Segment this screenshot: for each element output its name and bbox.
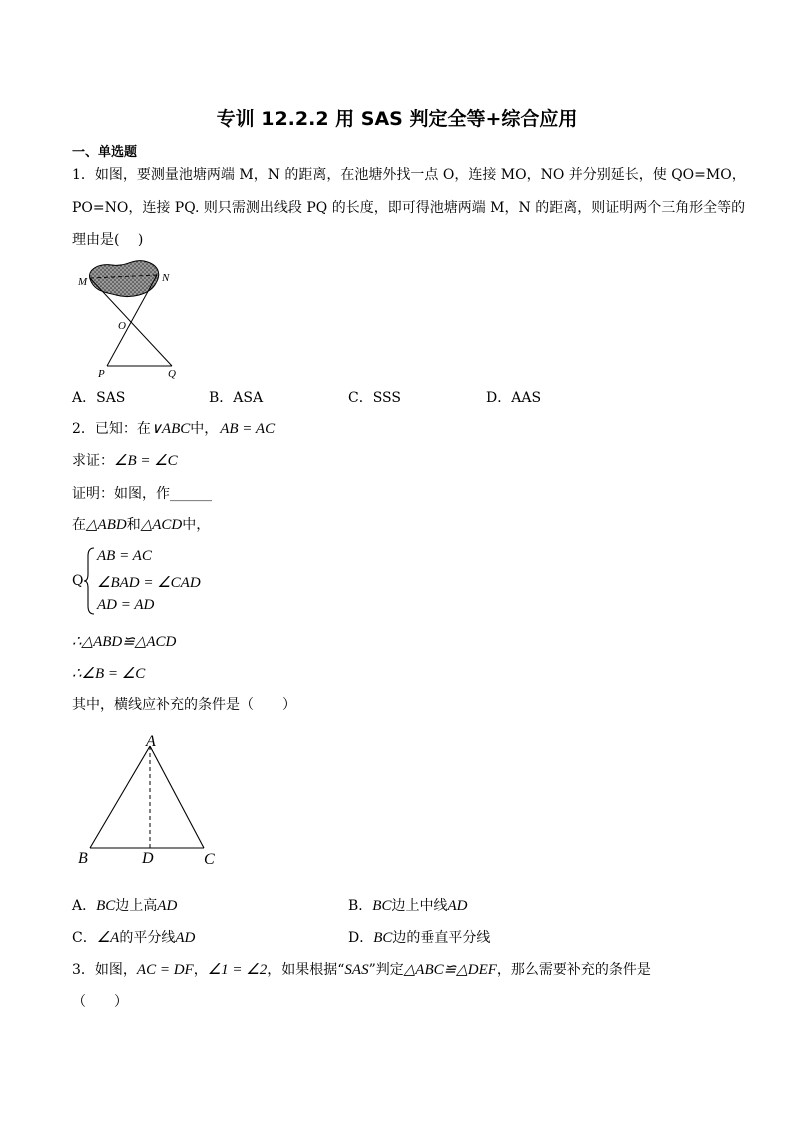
q3-part2: ， (193, 962, 208, 978)
q1-pond-figure (74, 255, 194, 380)
q3-math1: AC = DF (136, 962, 194, 978)
q1-text-line1: 1．如图，要测量池塘两端 M，N 的距离，在池塘外找一点 O，连接 MO，NO 并分别延长，使 QO=MO， (72, 167, 746, 183)
q2-option-a-text: 边上高 (115, 898, 158, 914)
q2-option-b-prefix: B． (348, 898, 373, 914)
q2-option-a (72, 897, 177, 915)
label-c: C (204, 851, 215, 868)
q1-option-d: D．AAS (486, 390, 542, 406)
q2-triangle-acd: △ACD (140, 517, 183, 533)
q2-given-prefix: 2．已知：在 (72, 421, 151, 437)
q2-prove-equation: ∠B = ∠C (114, 453, 178, 469)
q2-in-prefix: 在 (72, 517, 86, 533)
label-a: A (146, 733, 156, 750)
q2-and: 和 (126, 517, 141, 533)
q1-text-line3: 理由是( ) (72, 232, 144, 248)
q2-option-a-math1: BC (96, 898, 116, 914)
q2-brace-line3: AD = AD (97, 597, 155, 613)
q2-option-b (348, 897, 467, 915)
q2-therefore-congruent: ∴△ABD≌△ACD (72, 634, 177, 650)
q3-text-line1 (72, 961, 651, 979)
q1-option-b: B．ASA (209, 390, 264, 406)
q3-math2: ∠1 = ∠2 (207, 962, 268, 978)
q2-given-triangle: ∨ABC (150, 421, 191, 437)
q2-triangle-abd: △ABD (86, 517, 127, 533)
label-m: M (78, 276, 88, 288)
q2-option-d-math1: BC (373, 930, 393, 946)
label-o: O (118, 320, 126, 332)
q2-in-suffix: 中， (182, 517, 211, 533)
section-heading: 一、单选题 (72, 145, 138, 160)
q2-question: 其中，横线应补充的条件是（ ） (72, 697, 296, 713)
q3-part4: ”判定 (368, 962, 404, 978)
q2-option-d (348, 929, 490, 947)
q1-option-a: A．SAS (72, 390, 126, 406)
q3-text-line2: （ ） (72, 994, 128, 1010)
q2-option-b-text: 边上中线 (391, 898, 448, 914)
q3-part1: 3．如图， (72, 962, 137, 978)
q2-given (72, 420, 275, 438)
q1-option-c: C．SSS (348, 390, 401, 406)
q3-math3: SAS (344, 962, 369, 978)
q2-brace-line2: ∠BAD = ∠CAD (97, 575, 201, 591)
q2-option-b-math1: BC (372, 898, 392, 914)
q2-option-d-prefix: D． (348, 930, 374, 946)
q2-option-c-prefix: C． (72, 930, 97, 946)
q2-therefore-angles: ∴∠B = ∠C (72, 666, 146, 682)
label-q: Q (168, 368, 176, 380)
q2-given-mid: 中， (190, 421, 219, 437)
q3-part3: ，如果根据“ (267, 962, 345, 978)
q2-brace-label: Q (72, 573, 84, 589)
q2-option-c-text: 的平分线 (119, 930, 176, 946)
label-b: B (78, 850, 88, 867)
label-d: D (142, 850, 154, 867)
q2-proof-line: 证明：如图，作______ (72, 486, 212, 502)
side-ab (90, 746, 150, 848)
q2-prove-label: 求证： (72, 453, 114, 469)
q1-text-line2: PO=NO，连接 PQ. 则只需测出线段 PQ 的长度，即可得池塘两端 M，N 的距离，则证明两个三角形全等的 (72, 200, 746, 216)
page-title: 专训 12.2.2 用 SAS 判定全等+综合应用 (216, 108, 578, 130)
q2-triangle-figure (72, 730, 232, 870)
q2-option-d-text: 边的垂直平分线 (392, 930, 491, 946)
q2-prove (72, 452, 178, 470)
q2-option-b-math2: AD (447, 898, 468, 914)
q2-option-a-prefix: A． (72, 898, 97, 914)
q2-option-a-math2: AD (157, 898, 178, 914)
label-p: P (98, 368, 105, 380)
q3-part5: ，那么需要补充的条件是 (496, 962, 651, 978)
q2-left-brace (84, 546, 96, 616)
q3-math4: △ABC≌△DEF (403, 962, 497, 978)
q2-option-c-math1: ∠A (96, 930, 120, 946)
q2-option-c-math2: AD (175, 930, 196, 946)
q2-given-equation: AB = AC (220, 421, 276, 437)
q2-option-c (72, 929, 195, 947)
q2-in-triangles (72, 516, 210, 534)
label-n: N (162, 272, 170, 284)
q2-brace-line1: AB = AC (97, 548, 152, 564)
side-ac (150, 746, 204, 848)
